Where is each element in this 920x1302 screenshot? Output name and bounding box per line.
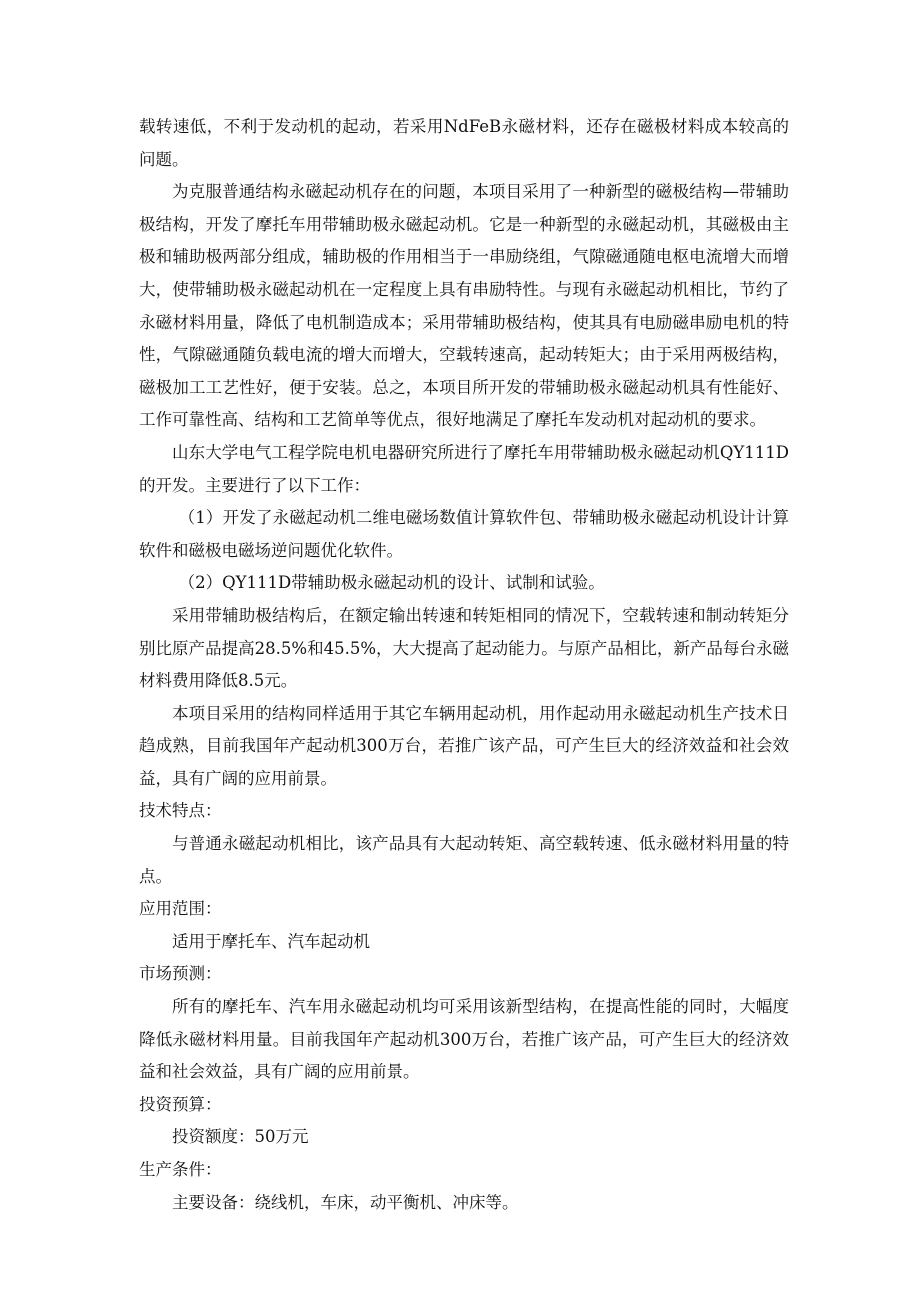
paragraph-new-pole-structure: 为克服普通结构永磁起动机存在的问题，本项目采用了一种新型的磁极结构—带辅助极结构，开发了摩托车用带辅助极永磁起动机。它是一种新型的永磁起动机，其磁极由主极和辅助极两部分组成，辅助极的作用相当于一串励绕组，气隙磁通随电枢电流增大而增大，使带辅助极永磁起动机在一定程度上具有串励特性。与现有永磁起动机相比，节约了永磁材料用量，降低了电机制造成本；采用带辅助极结构，使其具有电励磁串励电机的特性，气隙磁通随负载电流的增大而增大，空载转速高，起动转矩大；由于采用两极结构，磁极加工工艺性好，便于安装。总之，本项目所开发的带辅助极永磁起动机具有性能好、工作可靠性高、结构和工艺简单等优点，很好地满足了摩托车发动机对起动机的要求。: [139, 182, 789, 430]
paragraph-continuation: 载转速低，不利于发动机的起动，若采用NdFeB永磁材料，还存在磁极材料成本较高的问题。: [139, 117, 789, 169]
section-heading-investment: 投资预算：: [139, 1094, 222, 1114]
section-heading-production: 生产条件：: [139, 1160, 222, 1179]
section-body-market: 所有的摩托车、汽车用永磁起动机均可采用该新型结构，在提高性能的同时，大幅度降低永磁材料用量。目前我国年产起动机300万台，若推广该产品，可产生巨大的经济效益和社会效益，具有广阔的应用前景。: [139, 997, 789, 1082]
work-item-1: （1）开发了永磁起动机二维电磁场数值计算软件包、带辅助极永磁起动机设计计算软件和磁极电磁场逆问题优化软件。: [139, 508, 789, 560]
section-body-scope: 适用于摩托车、汽车起动机: [172, 931, 370, 951]
section-heading-scope: 应用范围：: [139, 899, 222, 919]
document-body: [139, 111, 789, 1219]
section-heading-market: 市场预测：: [139, 964, 222, 984]
section-body-production: 主要设备：绕线机，车床，动平衡机、冲床等。: [172, 1192, 519, 1212]
paragraph-application-prospect: 本项目采用的结构同样适用于其它车辆用起动机，用作起动用永磁起动机生产技术日趋成熟，目前我国年产起动机300万台，若推广该产品，可产生巨大的经济效益和社会效益，具有广阔的应用前景。: [139, 703, 789, 788]
section-body-features: 与普通永磁起动机相比，该产品具有大起动转矩、高空载转速、低永磁材料用量的特点。: [139, 834, 789, 886]
section-body-investment: 投资额度：50万元: [172, 1127, 309, 1147]
paragraph-performance-results: 采用带辅助极结构后，在额定输出转速和转矩相同的情况下，空载转速和制动转矩分别比原产品提高28.5%和45.5%，大大提高了起动能力。与原产品相比，新产品每台永磁材料费用降低8.5元。: [139, 605, 789, 691]
paragraph-development-overview: 山东大学电气工程学院电机电器研究所进行了摩托车用带辅助极永磁起动机QY111D的开发。主要进行了以下工作：: [139, 442, 789, 495]
section-heading-features: 技术特点：: [139, 801, 222, 821]
work-item-2: （2）QY111D带辅助极永磁起动机的设计、试制和试验。: [178, 573, 605, 593]
